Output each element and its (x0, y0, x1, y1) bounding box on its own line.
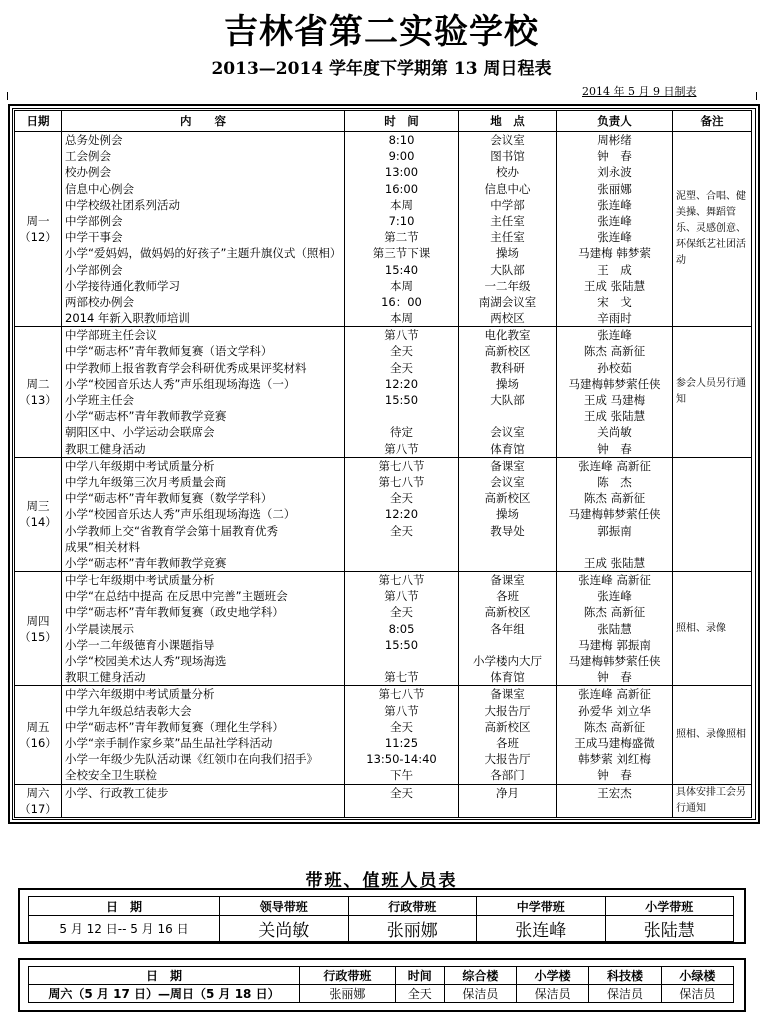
time-line: 8:05 (388, 621, 415, 636)
place-cell (459, 784, 557, 817)
time-line (348, 555, 455, 571)
time-line: 13:50-14:40 (366, 752, 437, 767)
content-line: 小学“校园音乐达人秀”声乐组现场海选（二） (65, 507, 296, 522)
day-cell (15, 784, 62, 817)
content-line: 小学“校园美术达人秀”现场海选 (65, 654, 227, 668)
time-line: 本周 (390, 278, 413, 293)
time-line: 第八节 (384, 328, 419, 343)
place-cell (459, 572, 557, 686)
time-line: 第三节下课 (372, 246, 431, 261)
content-line: 信息中心例会 (65, 181, 134, 196)
duty-header: 日 期 (29, 897, 220, 916)
content-line: 小学“爱妈妈，做妈妈的好孩子”主题升旗仪式（照相） (65, 246, 341, 261)
content-cell (62, 132, 345, 327)
time-cell (345, 784, 459, 817)
weekend-header: 综合楼 (444, 967, 516, 985)
corner-mark (756, 92, 757, 100)
place-cell (459, 686, 557, 784)
person-line: 钟 春 (597, 149, 632, 164)
col-person: 负责人 (557, 111, 673, 132)
person-line: 郭振南 (597, 523, 632, 538)
content-line: 中学“在总结中提高 在反思中完善”主题班会 (65, 589, 288, 604)
content-line: 小学“亲手制作家乡菜”品生品社学科活动 (65, 735, 273, 750)
time-line (348, 539, 455, 555)
time-line: 7:10 (388, 213, 415, 228)
day-label: 周三 (26, 499, 50, 514)
weekend-header: 行政带班 (300, 967, 396, 985)
duty-value: 张陆慧 (605, 916, 734, 942)
duty-header: 行政带班 (348, 897, 477, 916)
weekend-header-row (29, 967, 734, 985)
time-line: 第七八节 (378, 573, 425, 588)
time-line: 16:00 (384, 181, 419, 196)
weekend-value: 保洁员 (589, 985, 661, 1003)
content-line: 中学八年级期中考试质量分析 (65, 458, 215, 473)
place-line: 教导处 (490, 523, 525, 538)
place-line (462, 555, 553, 571)
place-line: 高新校区 (484, 344, 531, 359)
time-line: 全天 (390, 523, 413, 538)
place-line: 电化教室 (484, 328, 531, 343)
day-label: 周六 (26, 785, 50, 800)
person-line: 张连峰 高新征 (578, 573, 651, 588)
place-line: 备课室 (490, 687, 525, 702)
time-line: 12:20 (384, 376, 419, 391)
person-line: 王宏杰 (597, 785, 632, 800)
time-line: 全天 (390, 344, 413, 359)
content-line: 教职工健身活动 (65, 670, 146, 685)
note-cell: 照相、录像照相 (673, 686, 752, 784)
duty-header: 小学带班 (605, 897, 734, 916)
content-line: 工会例会 (65, 149, 111, 164)
place-line: 各班 (496, 735, 519, 750)
time-line: 12:20 (384, 507, 419, 522)
person-line: 张连峰 (597, 328, 632, 343)
time-line: 全天 (390, 785, 413, 800)
person-line: 陈杰 高新征 (583, 491, 646, 506)
place-line: 大报告厅 (484, 703, 531, 718)
place-line: 中学部 (490, 197, 525, 212)
person-line: 王成马建梅盛微 (574, 735, 655, 750)
day-label: 周二 (26, 376, 50, 391)
content-line: 小学一年级少先队活动课《红领巾在向我们招手》 (65, 752, 318, 767)
content-line: 中学部班主任会议 (65, 328, 157, 343)
place-line: 高新校区 (484, 719, 531, 734)
person-line: 韩梦萦 刘红梅 (578, 752, 651, 767)
day-number: （17） (19, 801, 57, 816)
content-line: 小学接待通化教师学习 (65, 278, 180, 293)
day-row (15, 784, 752, 817)
content-line: 中学“砺志杯”青年教师复赛（语文学科） (65, 344, 273, 359)
col-content: 内 容 (62, 111, 345, 132)
time-line: 第七节 (384, 670, 419, 685)
content-line: 小学一二年级德育小课题指导 (65, 637, 215, 652)
time-line: 第七八节 (378, 458, 425, 473)
person-cell (557, 686, 673, 784)
weekend-table (28, 966, 734, 1003)
time-line: 15:50 (384, 637, 419, 652)
person-line: 辛雨时 (597, 311, 632, 326)
duty-value-row (29, 916, 734, 942)
weekend-value-row (29, 985, 734, 1003)
duty-value: 5 月 12 日-- 5 月 16 日 (29, 916, 220, 942)
time-line: 全天 (390, 719, 413, 734)
schedule-subtitle: 2013—2014 学年度下学期第 13 周日程表 (211, 59, 552, 79)
content-line: 小学“砺志杯”青年教师教学竞赛 (65, 409, 227, 424)
place-line (462, 539, 553, 555)
col-date: 日期 (15, 111, 62, 132)
time-line: 全天 (390, 605, 413, 620)
person-cell (557, 327, 673, 458)
place-cell (459, 132, 557, 327)
content-line: 中学“砺志杯”青年教师复赛（理化生学科） (65, 719, 284, 734)
place-line: 备课室 (490, 573, 525, 588)
person-line: 陈杰 高新征 (583, 344, 646, 359)
time-line: 全天 (390, 360, 413, 375)
day-number: （13） (19, 393, 57, 407)
person-line: 关尚敏 (597, 425, 632, 440)
time-line: 11:25 (384, 735, 419, 750)
day-cell (15, 132, 62, 327)
day-label: 周四 (26, 613, 50, 628)
person-line: 陈杰 高新征 (583, 605, 646, 620)
place-line: 操场 (496, 507, 519, 522)
content-line: 小学“校园音乐达人秀”声乐组现场海选（一） (65, 376, 296, 391)
duty-header: 中学带班 (477, 897, 606, 916)
person-line: 钟 春 (597, 441, 632, 456)
col-place: 地 点 (459, 111, 557, 132)
weekend-value: 保洁员 (444, 985, 516, 1003)
person-line: 刘永波 (597, 165, 632, 180)
content-line: 校办例会 (65, 165, 111, 180)
place-line: 教科研 (490, 360, 525, 375)
time-cell (345, 572, 459, 686)
person-line: 王成 张陆慧 (583, 555, 646, 570)
person-line: 张连峰 (597, 589, 632, 604)
note-cell (673, 457, 752, 571)
time-line: 本周 (390, 197, 413, 212)
weekend-header: 日 期 (29, 967, 300, 985)
content-line: 中学六年级期中考试质量分析 (65, 687, 215, 702)
person-cell (557, 784, 673, 817)
person-line: 王 成 (597, 262, 632, 277)
content-line: 两部校办例会 (65, 294, 134, 309)
day-cell (15, 327, 62, 458)
day-label: 周五 (26, 719, 50, 734)
content-line: 小学班主任会 (65, 393, 134, 407)
content-line: 中学干事会 (65, 230, 123, 245)
place-line: 南湖会议室 (478, 294, 537, 309)
day-number: （12） (19, 230, 57, 245)
person-line (560, 539, 669, 555)
person-line: 张连峰 高新征 (578, 458, 651, 473)
person-line: 马建梅韩梦萦任侠 (568, 654, 661, 668)
content-line: 总务处例会 (65, 133, 123, 147)
header-row (15, 111, 752, 132)
person-line: 张连峰 (597, 230, 632, 245)
day-cell (15, 457, 62, 571)
place-line: 体育馆 (490, 670, 525, 685)
content-cell (62, 686, 345, 784)
time-cell (345, 327, 459, 458)
time-cell (345, 686, 459, 784)
content-line: 教职工健身活动 (65, 441, 146, 456)
person-line: 马建梅 韩梦萦 (578, 246, 651, 261)
time-cell (345, 457, 459, 571)
duty-table (28, 896, 734, 942)
place-cell (459, 327, 557, 458)
note-cell: 参会人员另行通知 (673, 327, 752, 458)
day-row (15, 457, 752, 571)
content-line: 朝阳区中、小学运动会联席会 (65, 425, 215, 440)
note-cell: 照相、录像 (673, 572, 752, 686)
content-line: 中学“砺志杯”青年教师复赛（政史地学科） (65, 605, 284, 620)
content-line: 中学七年级期中考试质量分析 (65, 573, 215, 588)
content-line: 中学九年级总结表彰大会 (65, 703, 192, 718)
person-line: 陈杰 高新征 (583, 719, 646, 734)
content-line: 小学、行政教工徒步 (65, 785, 169, 800)
content-line: 小学晨读展示 (65, 621, 134, 636)
day-number: （16） (19, 735, 57, 750)
time-line: 第八节 (384, 441, 419, 456)
time-line: 15:50 (384, 393, 419, 407)
content-cell (62, 784, 345, 817)
day-row (15, 572, 752, 686)
day-row (15, 327, 752, 458)
person-line: 孙校茹 (597, 360, 632, 375)
content-cell (62, 572, 345, 686)
time-line: 8:10 (388, 133, 415, 147)
person-line: 马建梅韩梦萦任侠 (568, 507, 661, 522)
place-line: 各部门 (490, 768, 525, 783)
place-line: 图书馆 (490, 149, 525, 164)
time-line: 第七八节 (378, 687, 425, 702)
place-line: 大队部 (490, 262, 525, 277)
time-line: 全天 (390, 491, 413, 506)
place-line: 备课室 (490, 458, 525, 473)
place-line: 主任室 (490, 230, 525, 245)
place-line: 校办 (496, 165, 519, 180)
place-line: 净月 (496, 785, 519, 800)
weekend-value: 周六（5 月 17 日）—周日（5 月 18 日） (29, 985, 300, 1003)
time-line: 13:00 (384, 165, 419, 180)
note-cell: 具体安排工会另行通知 (673, 784, 752, 817)
place-line: 会议室 (490, 425, 525, 440)
time-line (348, 653, 455, 669)
person-line: 宋 戈 (597, 294, 632, 309)
corner-mark (7, 92, 8, 100)
content-line: 中学校级社团系列活动 (65, 197, 180, 212)
place-line: 两校区 (490, 311, 525, 326)
day-row (15, 132, 752, 327)
place-line: 体育馆 (490, 441, 525, 456)
time-line: 第七八节 (378, 474, 425, 489)
weekend-value: 保洁员 (516, 985, 588, 1003)
time-line: 16：00 (381, 294, 422, 309)
person-line: 张陆慧 (597, 621, 632, 636)
place-line: 各班 (496, 589, 519, 604)
place-line: 小学楼内大厅 (473, 654, 542, 668)
person-line: 张连峰 (597, 213, 632, 228)
day-cell (15, 572, 62, 686)
place-line: 会议室 (490, 133, 525, 147)
place-line: 主任室 (490, 213, 525, 228)
place-line: 操场 (496, 376, 519, 391)
person-line: 马建梅韩梦萦任侠 (568, 376, 661, 391)
weekend-value: 张丽娜 (300, 985, 396, 1003)
day-label: 周一 (26, 213, 50, 228)
content-line: 成果”相关材料 (65, 539, 140, 554)
content-line: 小学“砺志杯”青年教师教学竞赛 (65, 555, 227, 570)
place-line: 操场 (496, 246, 519, 261)
schedule-table (14, 110, 752, 818)
weekend-value: 全天 (395, 985, 444, 1003)
time-line: 下午 (390, 768, 413, 783)
content-line: 小学部例会 (65, 262, 123, 277)
place-line: 各年组 (490, 621, 525, 636)
place-line: 高新校区 (484, 605, 531, 620)
content-cell (62, 457, 345, 571)
place-line: 会议室 (490, 474, 525, 489)
made-date: 2014 年 5 月 9 日制表 (582, 85, 697, 98)
weekend-header: 小绿楼 (661, 967, 733, 985)
weekend-header: 时间 (395, 967, 444, 985)
time-cell (345, 132, 459, 327)
person-line: 钟 春 (597, 768, 632, 783)
day-number: （14） (19, 515, 57, 530)
duty-header-row (29, 897, 734, 916)
place-line (462, 637, 553, 653)
duty-value: 关尚敏 (220, 916, 349, 942)
weekend-value: 保洁员 (661, 985, 733, 1003)
col-note: 备注 (673, 111, 752, 132)
place-line: 大报告厅 (484, 752, 531, 767)
place-line: 高新校区 (484, 491, 531, 506)
place-line: 一二年级 (484, 278, 531, 293)
weekend-header: 小学楼 (516, 967, 588, 985)
note-cell: 泥塑、合唱、健美操、舞蹈管乐、灵感创意、环保纸艺社团活动 (673, 132, 752, 327)
time-line: 待定 (390, 425, 413, 440)
content-line: 中学部例会 (65, 213, 123, 228)
person-cell (557, 132, 673, 327)
duty-value: 张丽娜 (348, 916, 477, 942)
content-line: 中学“砺志杯”青年教师复赛（数学学科） (65, 491, 273, 506)
time-line: 9:00 (388, 149, 415, 164)
place-cell (459, 457, 557, 571)
content-line: 中学教师上报省教育学会科研优秀成果评奖材料 (65, 360, 307, 375)
person-cell (557, 572, 673, 686)
person-line: 陈 杰 (597, 474, 632, 489)
duty-value: 张连峰 (477, 916, 606, 942)
content-line: 小学教师上交“省教育学会第十届教育优秀 (65, 523, 278, 538)
person-cell (557, 457, 673, 571)
weekend-table-frame (18, 958, 746, 1012)
content-cell (62, 327, 345, 458)
day-row (15, 686, 752, 784)
day-cell (15, 686, 62, 784)
time-line: 第二节 (384, 230, 419, 245)
person-line: 周彬绪 (597, 133, 632, 147)
place-line: 信息中心 (484, 181, 531, 196)
person-line: 孙爱华 刘立华 (578, 703, 651, 718)
person-line: 张丽娜 (597, 181, 632, 196)
time-line: 本周 (390, 311, 413, 326)
place-line (462, 408, 553, 424)
person-line: 钟 春 (597, 670, 632, 685)
person-line: 张连峰 高新征 (578, 687, 651, 702)
schedule-table-frame (8, 104, 760, 824)
content-line: 中学九年级第三次月考质量会商 (65, 474, 226, 489)
duty-table-frame (18, 888, 746, 944)
duty-header: 领导带班 (220, 897, 349, 916)
weekend-header: 科技楼 (589, 967, 661, 985)
person-line: 王成 张陆慧 (583, 278, 646, 293)
person-line: 马建梅 郭振南 (578, 637, 651, 652)
time-line: 15:40 (384, 262, 419, 277)
person-line: 王成 马建梅 (583, 393, 646, 407)
place-line: 大队部 (490, 393, 525, 407)
school-title: 吉林省第二实验学校 (224, 12, 539, 52)
content-line: 2014 年新入职教师培训 (65, 311, 190, 326)
time-line: 第八节 (384, 589, 419, 604)
duty-title: 带班、值班人员表 (305, 871, 458, 891)
day-number: （15） (19, 629, 57, 644)
person-line: 王成 张陆慧 (583, 409, 646, 424)
person-line: 张连峰 (597, 197, 632, 212)
col-time: 时 间 (345, 111, 459, 132)
time-line (348, 408, 455, 424)
content-line: 全校安全卫生联检 (65, 768, 157, 783)
time-line: 第八节 (384, 703, 419, 718)
